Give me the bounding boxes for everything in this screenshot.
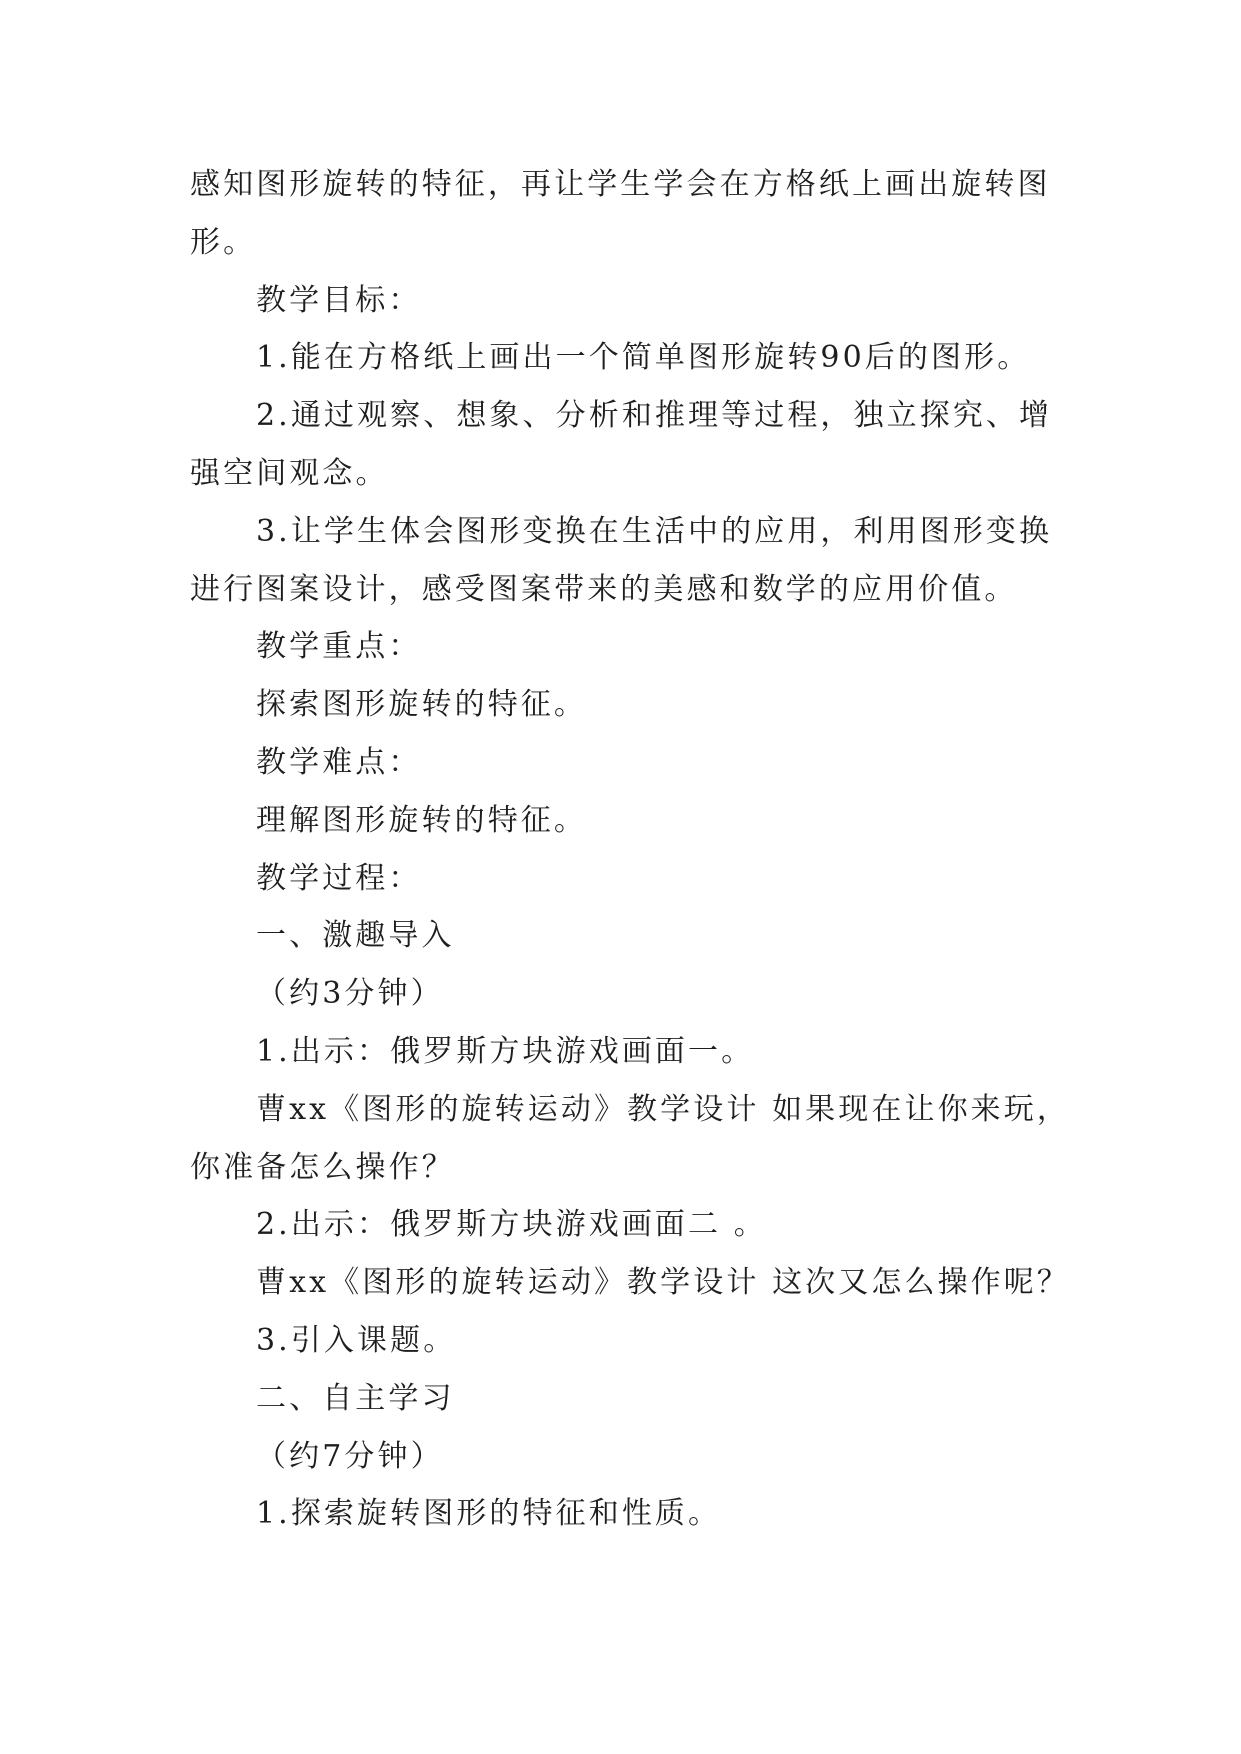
- text-line: 一、激趣导入: [256, 918, 455, 954]
- text-line: 教学目标：: [256, 282, 422, 318]
- section-heading: [190, 618, 1090, 676]
- text-line: 探索图形旋转的特征。: [256, 687, 587, 723]
- text-line: 理解图形旋转的特征。: [256, 802, 587, 838]
- text-line: 二、自主学习: [256, 1380, 455, 1416]
- text-line: 3.引入课题。: [256, 1322, 457, 1358]
- text-line: （约3分钟）: [256, 976, 444, 1012]
- paragraph: [190, 156, 1090, 272]
- list-item: [190, 503, 1090, 619]
- text-line: 教学过程：: [256, 860, 422, 896]
- text-line: 1.能在方格纸上画出一个简单图形旋转90后的图形。: [256, 340, 1031, 376]
- document-body: [190, 156, 1090, 1543]
- paragraph: [190, 792, 1090, 850]
- text-line: 2.出示：俄罗斯方块游戏画面二 。: [256, 1207, 767, 1243]
- text-line: 形。: [190, 224, 257, 260]
- section-heading: [190, 1370, 1090, 1428]
- list-item: [190, 1485, 1090, 1543]
- section-heading: [190, 907, 1090, 965]
- time-note: [190, 1428, 1090, 1486]
- section-heading: [190, 272, 1090, 330]
- time-note: [190, 965, 1090, 1023]
- text-line: 强空间观念。: [190, 455, 389, 491]
- list-item: [190, 1312, 1090, 1370]
- text-line: （约7分钟）: [256, 1438, 444, 1474]
- text-line: 1.探索旋转图形的特征和性质。: [256, 1496, 722, 1532]
- text-line: 进行图案设计，感受图案带来的美感和数学的应用价值。: [190, 571, 1018, 607]
- list-item: [190, 1023, 1090, 1081]
- text-line: 3.让学生体会图形变换在生活中的应用，利用图形变换: [256, 513, 1053, 549]
- section-heading: [190, 734, 1090, 792]
- section-heading: [190, 850, 1090, 908]
- paragraph: [190, 1081, 1090, 1197]
- text-line: 2.通过观察、想象、分析和推理等过程，独立探究、增: [256, 398, 1053, 434]
- list-item: [190, 329, 1090, 387]
- text-line: 曹xx《图形的旋转运动》教学设计 如果现在让你来玩，: [256, 1091, 1070, 1127]
- text-line: 曹xx《图形的旋转运动》教学设计 这次又怎么操作呢？: [256, 1265, 1070, 1301]
- paragraph: [190, 1254, 1090, 1312]
- text-line: 感知图形旋转的特征，再让学生学会在方格纸上画出旋转图: [190, 167, 1051, 202]
- list-item: [190, 1196, 1090, 1254]
- paragraph: [190, 676, 1090, 734]
- text-line: 教学重点：: [256, 629, 422, 665]
- text-line: 1.出示：俄罗斯方块游戏画面一。: [256, 1033, 755, 1069]
- text-line: 教学难点：: [256, 744, 422, 780]
- text-line: 你准备怎么操作？: [190, 1149, 455, 1185]
- list-item: [190, 387, 1090, 503]
